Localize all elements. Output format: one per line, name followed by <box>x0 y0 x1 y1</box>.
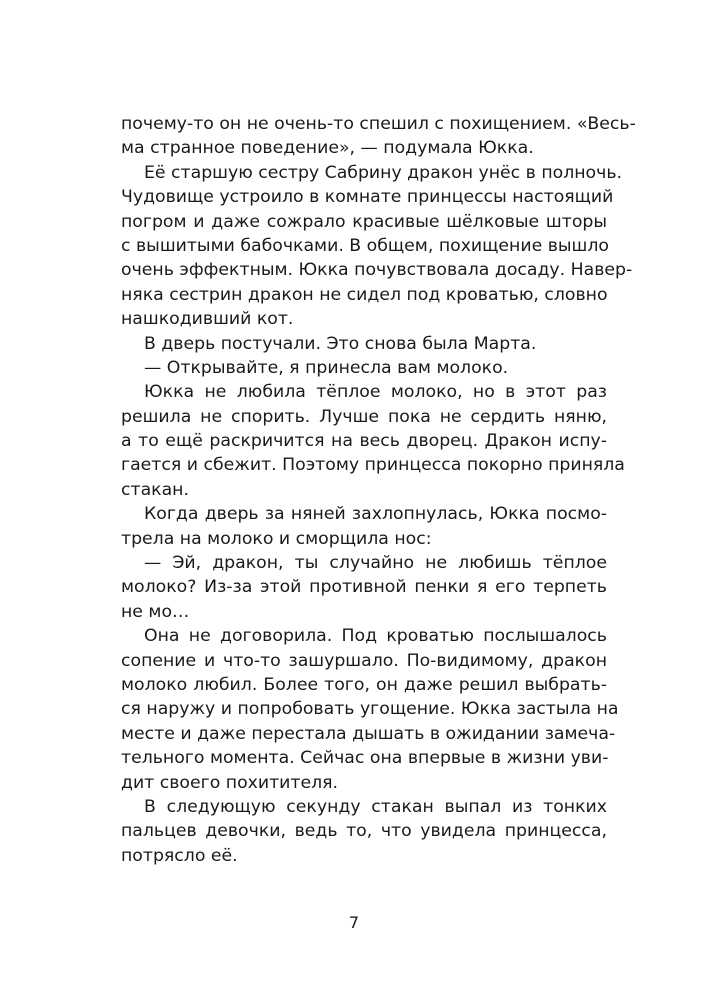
text-line: погром и даже сожрало красивые шёлковые шторы <box>121 211 607 232</box>
text-line: няка сестрин дракон не сидел под кроватью, словно <box>121 284 608 305</box>
text-line: дит своего похитителя. <box>121 772 339 793</box>
text-line: молоко любил. Более того, он даже решил выбрать- <box>121 674 607 695</box>
text-line: а то ещё раскричится на весь дворец. Дракон испу- <box>121 431 607 452</box>
text-line: стакан. <box>121 479 189 500</box>
text-line: В следующую секунду стакан выпал из тонких <box>144 796 607 817</box>
text-line: ма странное поведение», — подумала Юкка. <box>121 138 534 159</box>
text-line: ся наружу и попробовать угощение. Юкка застыла на <box>121 699 619 720</box>
text-line: Её старшую сестру Сабрину дракон унёс в полночь. <box>144 162 622 183</box>
body-text <box>121 112 636 868</box>
text-line: гается и сбежит. Поэтому принцесса покорно приняла <box>121 455 625 476</box>
text-line: сопение и что-то зашуршало. По-видимому, дракон <box>121 650 607 671</box>
text-line: с вышитыми бабочками. В общем, похищение вышло <box>121 235 609 256</box>
text-line: Чудовище устроило в комнате принцессы настоящий <box>121 187 614 208</box>
text-line: трела на молоко и сморщила нос: <box>121 528 432 549</box>
text-line: решила не спорить. Лучше пока не сердить няню, <box>121 406 607 427</box>
text-line: молоко? Из-за этой противной пенки я его терпеть <box>121 577 607 598</box>
text-line: Она не договорила. Под кроватью послышалось <box>144 626 607 647</box>
text-line: пальцев девочки, ведь то, что увидела принцесса, <box>121 821 607 842</box>
text-line: тельного момента. Сейчас она впервые в жизни уви- <box>121 748 609 769</box>
text-line: не мо… <box>121 601 190 622</box>
text-line: почему-то он не очень-то спешил с похищением. «Весь- <box>121 114 636 134</box>
text-line: Юкка не любила тёплое молоко, но в этот раз <box>144 382 607 403</box>
text-line: месте и даже перестала дышать в ожидании замеча- <box>121 723 616 744</box>
text-line: потрясло её. <box>121 845 238 866</box>
page-number: 7 <box>348 913 360 932</box>
text-line: нашкодивший кот. <box>121 309 294 330</box>
text-line: — Эй, дракон, ты случайно не любишь тёплое <box>144 553 607 574</box>
text-line: очень эффектным. Юкка почувствовала досаду. Навер- <box>121 260 633 281</box>
text-line: В дверь постучали. Это снова была Марта. <box>144 333 537 354</box>
text-line: Когда дверь за няней захлопнулась, Юкка посмо- <box>144 504 607 525</box>
text-line: — Открывайте, я принесла вам молоко. <box>144 357 509 378</box>
